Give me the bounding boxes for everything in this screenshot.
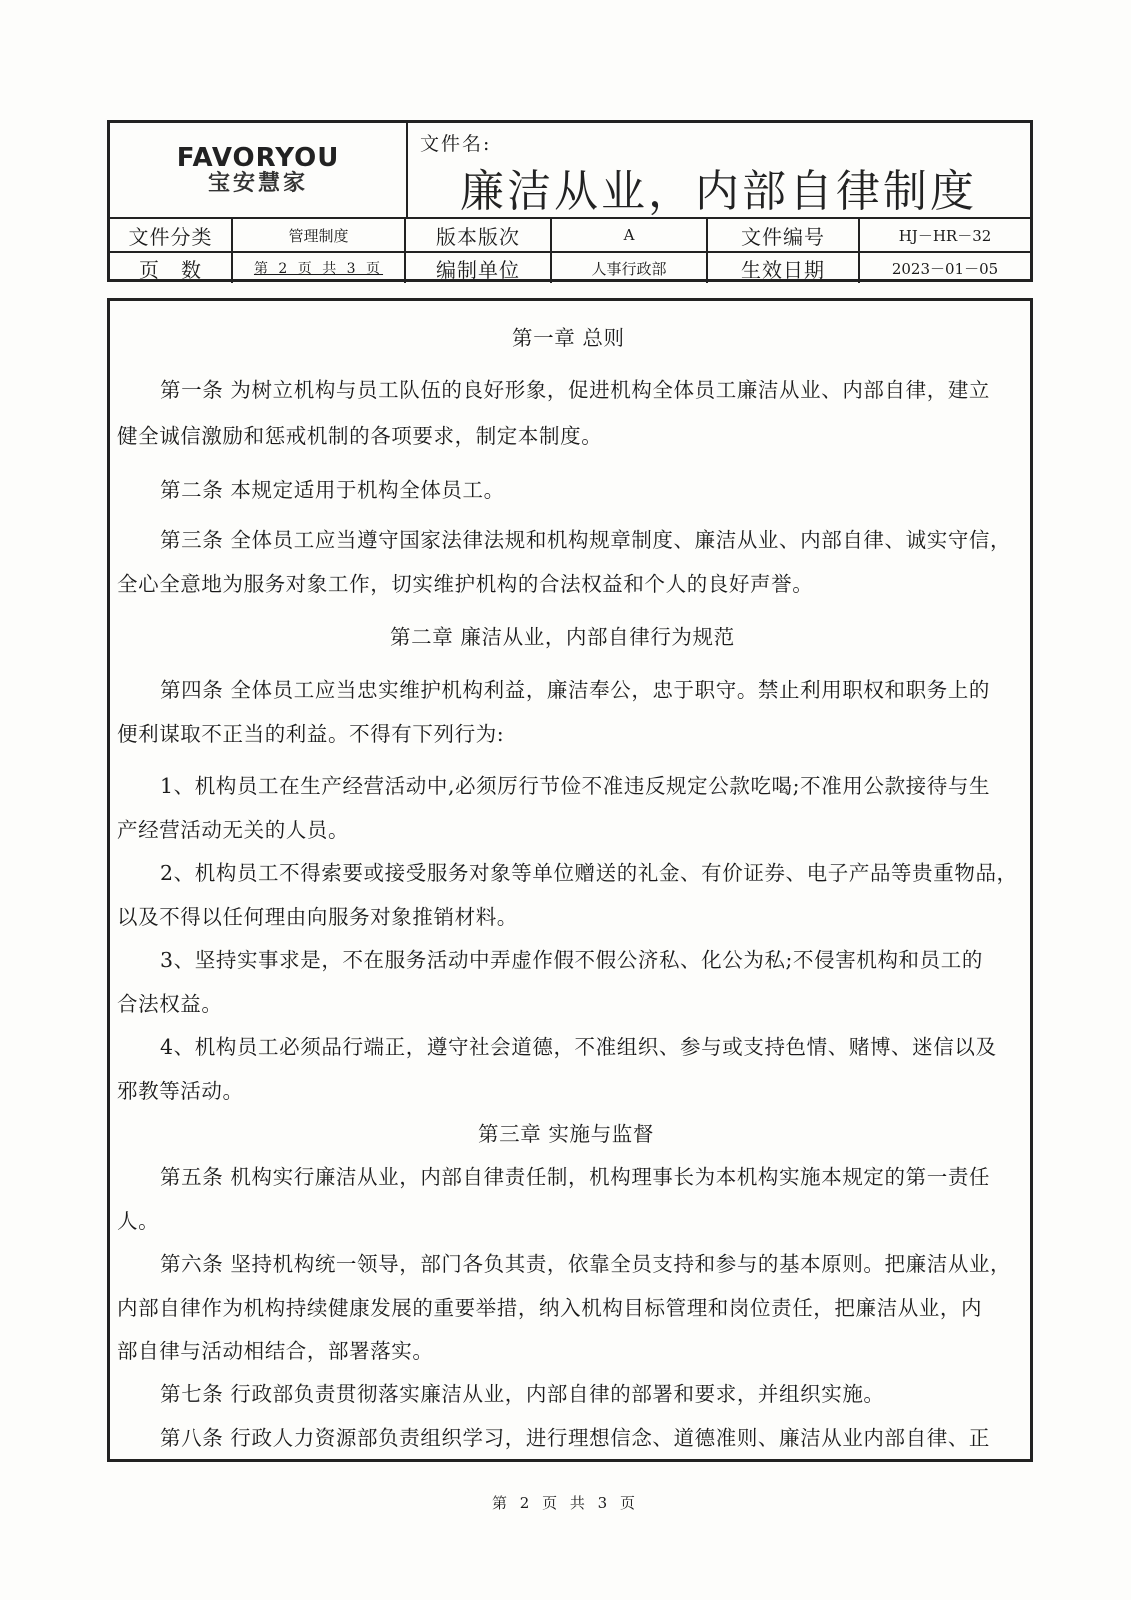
text-line: 第七条 行政部负责贯彻落实廉洁从业，内部自律的部署和要求，并组织实施。 xyxy=(160,1382,885,1406)
text-line: 第八条 行政人力资源部负责组织学习，进行理想信念、道德准则、廉洁从业内部自律、正 xyxy=(160,1426,991,1450)
text-line: 以及不得以任何理由向服务对象推销材料。 xyxy=(117,905,518,929)
logo-chinese-name: 宝安慧家 xyxy=(207,171,308,196)
text-line: 4、机构员工必须品行端正，遵守社会道德，不准组织、参与或支持色情、赌博、迷信以及 xyxy=(160,1035,997,1059)
text-line: 健全诚信激励和惩戒机制的各项要求，制定本制度。 xyxy=(117,424,603,448)
text-line: 产经营活动无关的人员。 xyxy=(117,818,350,842)
document-title: 廉洁从业，内部自律制度 xyxy=(460,166,977,217)
text-line: 第六条 坚持机构统一领导，部门各负其责，依靠全员支持和参与的基本原则。把廉洁从业， xyxy=(160,1252,1012,1276)
unit-value: 人事行政部 xyxy=(552,253,708,283)
text-line: 便利谋取不正当的利益。不得有下列行为: xyxy=(117,722,505,746)
meta-row-1 xyxy=(110,219,1030,253)
text-line: 1、机构员工在生产经营活动中,必须厉行节俭不准违反规定公款吃喝;不准用公款接待与生 xyxy=(160,774,991,798)
title-cell xyxy=(408,123,1030,217)
chapter-heading: 第一章 总则 xyxy=(512,326,625,350)
document-header xyxy=(107,120,1033,282)
text-line: 人。 xyxy=(117,1209,160,1233)
pages-value xyxy=(233,253,406,283)
text-line: 2、机构员工不得索要或接受服务对象等单位赠送的礼金、有价证券、电子产品等贵重物品， xyxy=(160,861,1018,885)
category-label: 文件分类 xyxy=(110,219,233,251)
unit-label: 编制单位 xyxy=(406,253,552,283)
text-line: 3、坚持实事求是，不在服务活动中弄虚作假不假公济私、化公为私;不侵害机构和员工的 xyxy=(160,948,983,972)
text-line: 第二条 本规定适用于机构全体员工。 xyxy=(160,478,505,502)
text-line: 内部自律作为机构持续健康发展的重要举措，纳入机构目标管理和岗位责任，把廉洁从业，内 xyxy=(117,1296,983,1320)
version-label: 版本版次 xyxy=(406,219,552,251)
doc-number-value: HJ－HR－32 xyxy=(898,226,992,245)
pages-label: 页 数 xyxy=(110,253,233,283)
doc-number-label: 文件编号 xyxy=(708,219,860,251)
page-footer: 第 2 页 共 3 页 xyxy=(492,1494,639,1512)
meta-row-2 xyxy=(110,253,1030,283)
text-line: 第一条 为树立机构与员工队伍的良好形象，促进机构全体员工廉洁从业、内部自律，建立 xyxy=(160,378,991,402)
title-label: 文件名: xyxy=(420,133,492,155)
text-line: 第五条 机构实行廉洁从业，内部自律责任制，机构理事长为本机构实施本规定的第一责任 xyxy=(160,1165,991,1189)
pages-value-text: 第 2 页 共 3 页 xyxy=(253,261,384,277)
text-line: 第四条 全体员工应当忠实维护机构利益，廉洁奉公，忠于职守。禁止利用职权和职务上的 xyxy=(160,678,991,702)
chapter-heading: 第三章 实施与监督 xyxy=(478,1122,654,1146)
text-line: 部自律与活动相结合，部署落实。 xyxy=(117,1339,434,1363)
effective-date-label: 生效日期 xyxy=(708,253,860,283)
text-line: 邪教等活动。 xyxy=(117,1079,244,1103)
version-value: A xyxy=(552,219,708,251)
chapter-heading: 第二章 廉洁从业，内部自律行为规范 xyxy=(390,625,735,649)
effective-date-value: 2023－01－05 xyxy=(891,259,999,278)
text-line: 第三条 全体员工应当遵守国家法律法规和机构规章制度、廉洁从业、内部自律、诚实守信， xyxy=(160,528,1012,552)
text-line: 合法权益。 xyxy=(117,992,223,1016)
text-line: 全心全意地为服务对象工作，切实维护机构的合法权益和个人的良好声誉。 xyxy=(117,572,814,596)
category-value: 管理制度 xyxy=(233,219,406,251)
logo-wordmark: FAVORYOU xyxy=(176,143,340,173)
company-logo xyxy=(110,123,408,217)
